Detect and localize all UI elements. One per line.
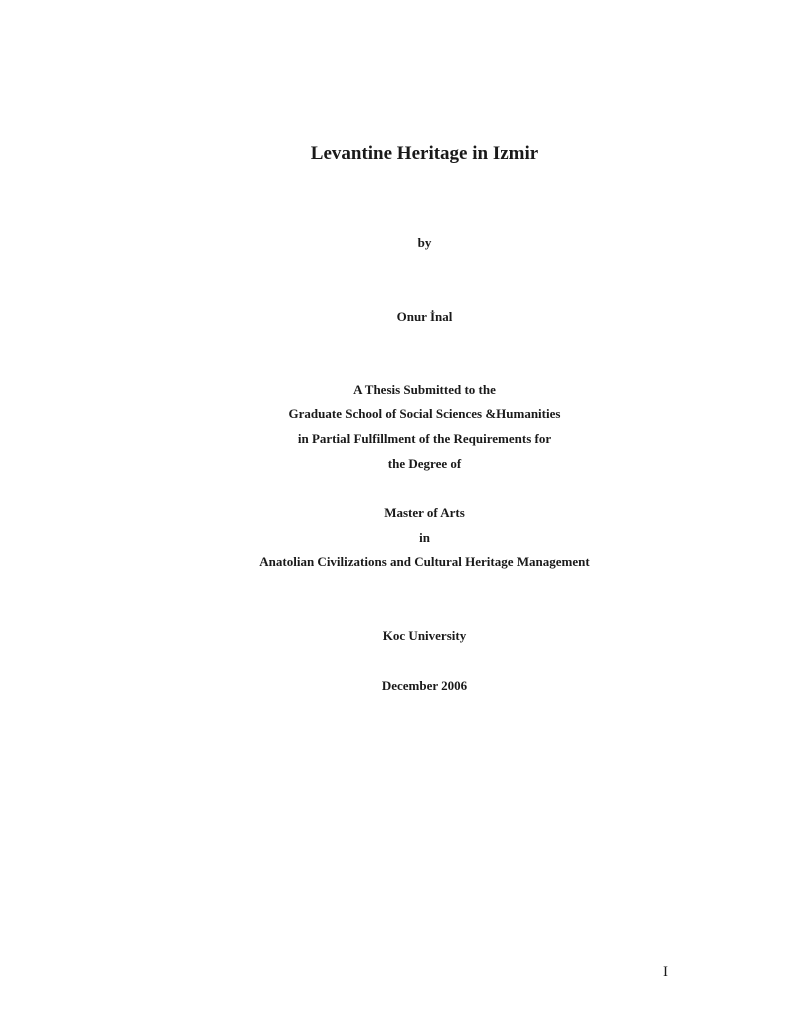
submission-line-4: the Degree of (387, 456, 462, 471)
page-number: I (663, 964, 668, 980)
thesis-title: Levantine Heritage in Izmir (310, 143, 539, 164)
submission-date: December 2006 (381, 678, 468, 693)
submission-line-3: in Partial Fulfillment of the Requirements for (297, 431, 552, 446)
author-name: Onur İnal (396, 309, 453, 324)
in-label: in (419, 530, 430, 545)
program-name: Anatolian Civilizations and Cultural Heritage Management (259, 554, 590, 569)
submission-line-2: Graduate School of Social Sciences &Humanities (288, 406, 561, 421)
submission-line-1: A Thesis Submitted to the (353, 382, 496, 397)
by-label: by (417, 235, 432, 250)
university-name: Koc University (382, 628, 467, 643)
degree-name: Master of Arts (384, 505, 465, 520)
